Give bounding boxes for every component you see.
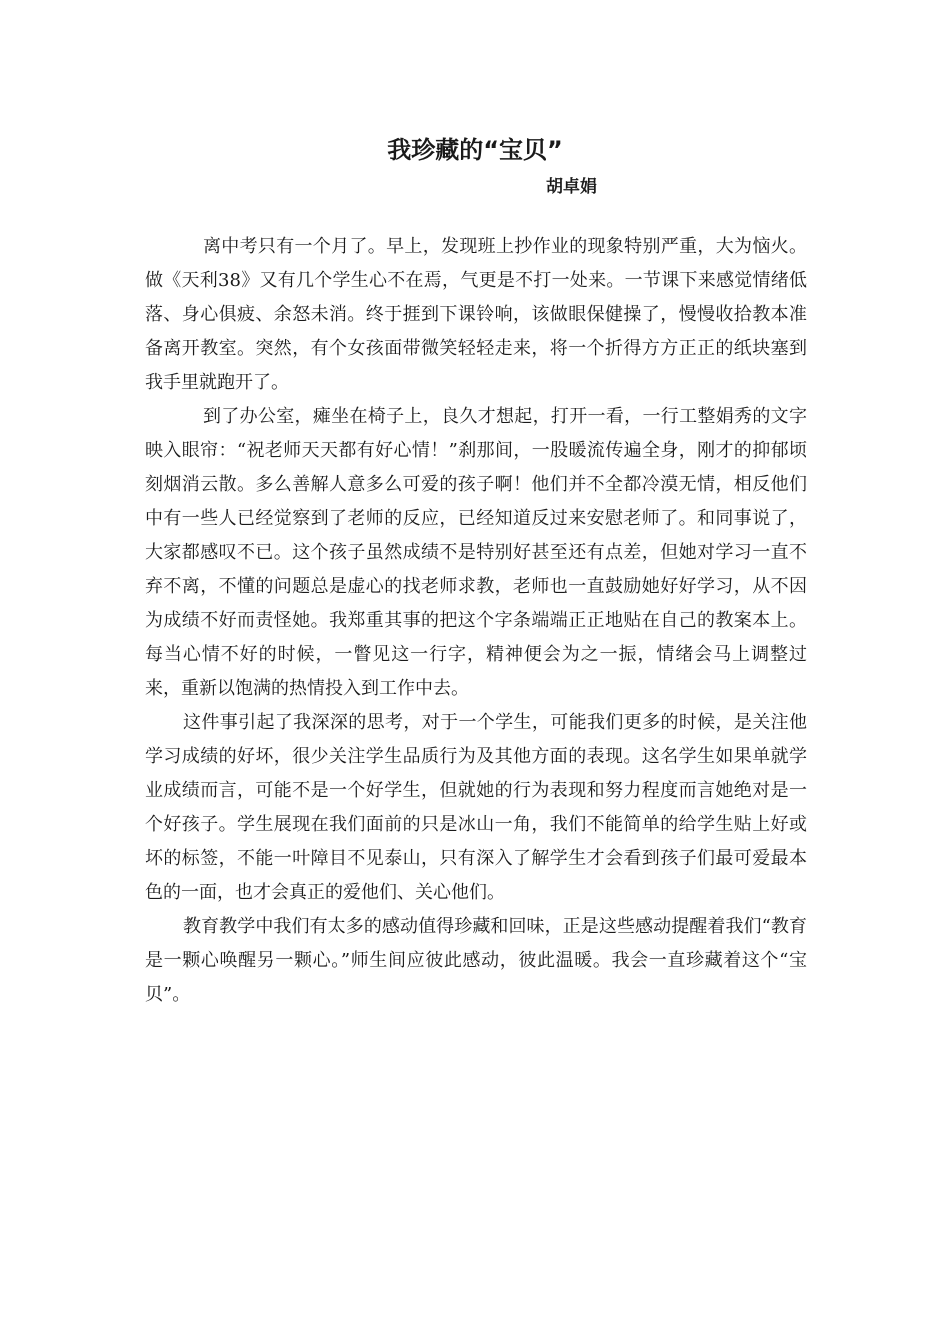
paragraph-4: 教育教学中我们有太多的感动值得珍藏和回味，正是这些感动提醒着我们“教育是一颗心唤醒另一颗心。”师生间应彼此感动，彼此温暖。我会一直珍藏着这个“宝贝”。 <box>145 916 807 1005</box>
paragraph-3: 这件事引起了我深深的思考，对于一个学生，可能我们更多的时候，是关注他学习成绩的好坏，很少关注学生品质行为及其他方面的表现。这名学生如果单就学业成绩而言，可能不是一个好学生，但就她的行为表现和努力程度而言她绝对是一个好孩子。学生展现在我们面前的只是冰山一角，我们不能简单的给学生贴上好或坏的标签，不能一叶障目不见泰山，只有深入了解学生才会看到孩子们最可爱最本色的一面，也才会真正的爱他们、关心他们。 <box>145 712 807 903</box>
document-title: 我珍藏的“宝贝” <box>387 136 563 164</box>
paragraph-1: 离中考只有一个月了。早上，发现班上抄作业的现象特别严重，大为恼火。做《天利38》又有几个学生心不在焉，气更是不打一处来。一节课下来感觉情绪低落、身心俱疲、余怒未消。终于捱到下课铃响，该做眼保健操了，慢慢收拾教本准备离开教室。突然，有个女孩面带微笑轻轻走来，将一个折得方方正正的纸块塞到我手里就跑开了。 <box>145 236 807 393</box>
author-name: 胡卓娟 <box>546 177 597 197</box>
document-body <box>145 230 807 1012</box>
paragraph-2: 到了办公室，瘫坐在椅子上，良久才想起，打开一看，一行工整娟秀的文字映入眼帘：“祝老师天天都有好心情！”刹那间，一股暖流传遍全身，刚才的抑郁顷刻烟消云散。多么善解人意多么可爱的孩子啊！他们并不全都冷漠无情，相反他们中有一些人已经觉察到了老师的反应，已经知道反过来安慰老师了。和同事说了，大家都感叹不已。这个孩子虽然成绩不是特别好甚至还有点差，但她对学习一直不弃不离，不懂的问题总是虚心的找老师求教，老师也一直鼓励她好好学习，从不因为成绩不好而责怪她。我郑重其事的把这个字条端端正正地贴在自己的教案本上。每当心情不好的时候，一瞥见这一行字，精神便会为之一振，情绪会马上调整过来，重新以饱满的热情投入到工作中去。 <box>145 406 807 699</box>
